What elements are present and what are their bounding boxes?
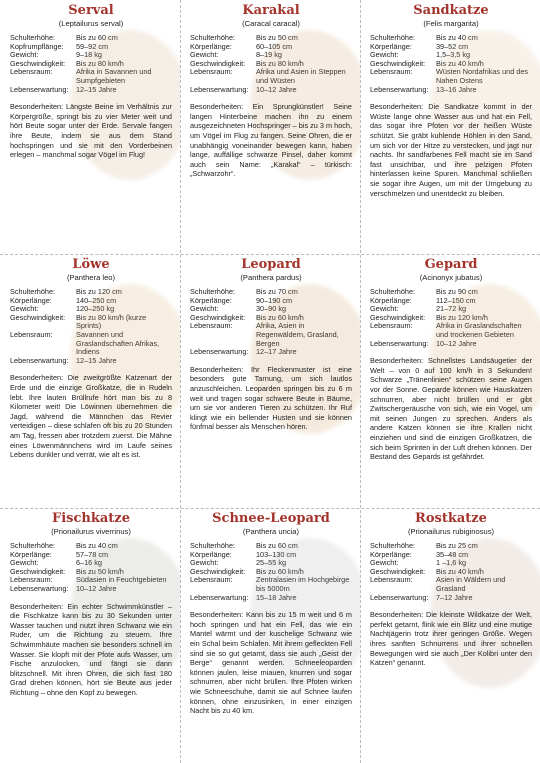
- description: Besonderheiten: Ihr Fleckenmuster ist eine besonders gute Tarnung, um sich lautlos anzuschleichen. Leoparden springen bis zu 6 m weit und tragen sogar schwere Beute in Bäume, um sie vor anderen Tieren zu schützen. Ihr Ruf klingt wie ein bellender Husten und sie können fünfmal besser als Menschen hören.: [190, 364, 352, 432]
- fact-value: 30–90 kg: [256, 304, 287, 314]
- facts-table: [370, 288, 532, 348]
- facts-table: [190, 288, 352, 357]
- fact-label: Gewicht:: [370, 304, 399, 314]
- fact-value: Bis zu 120 cm: [76, 287, 122, 296]
- fact-row: [190, 594, 352, 603]
- fact-value: 9–18 kg: [76, 50, 102, 60]
- animal-card: [0, 254, 180, 508]
- fact-row: [10, 585, 172, 594]
- fact-row: [10, 357, 172, 366]
- fact-value: Bis zu 80 km/h: [76, 58, 124, 68]
- cut-line-horizontal-2: [0, 508, 540, 509]
- facts-table: [10, 288, 172, 365]
- facts-table: [190, 542, 352, 602]
- fact-label: Lebenserwartung:: [10, 84, 69, 94]
- description: Besonderheiten: Die kleinste Wildkatze der Welt, perfekt getarnt, flink wie ein Blitz und eine mutige Nachtjägerin trotz ihrer geringen Größe. Wegen ihres sanften Schnurrens und ihrer schnellen Bewegungen wird sie auch „Der Kolibri unter den Katzen“ genannt.: [370, 610, 532, 668]
- fact-label: Lebensraum:: [370, 67, 413, 77]
- fact-label: Lebenserwartung:: [190, 347, 249, 357]
- fact-row: [370, 86, 532, 95]
- fact-label: Geschwindigkeit:: [370, 312, 426, 322]
- fact-label: Geschwindigkeit:: [10, 566, 66, 576]
- fact-value: Bis zu 60 km/h: [256, 312, 304, 322]
- fact-value: 35–48 cm: [436, 549, 469, 559]
- fact-label: Gewicht:: [10, 50, 39, 60]
- fact-value: 60–105 cm: [256, 41, 293, 51]
- fact-label: Geschwindigkeit:: [190, 566, 246, 576]
- fact-label: Schulterhöhe:: [10, 287, 56, 296]
- fact-value: 10–12 Jahre: [256, 84, 297, 94]
- fact-label: Schulterhöhe:: [370, 541, 416, 550]
- fact-value: 21–72 kg: [436, 304, 467, 314]
- fact-label: Lebensraum:: [370, 321, 413, 331]
- fact-value: Asien in Wäldern und Grasland: [436, 575, 506, 593]
- fact-value: Bis zu 120 km/h: [436, 312, 488, 322]
- fact-label: Lebenserwartung:: [370, 338, 429, 348]
- fact-value: 1 –1,6 kg: [436, 558, 467, 568]
- facts-table: [370, 542, 532, 602]
- fact-label: Schulterhöhe:: [10, 33, 56, 42]
- fact-value: Zentralasien im Hochgebirge bis 5000m: [256, 575, 350, 593]
- animal-card: [360, 508, 540, 763]
- fact-row: [190, 576, 352, 593]
- fact-row: [370, 340, 532, 349]
- animal-name: Karakal: [242, 3, 300, 18]
- fact-row: [190, 348, 352, 357]
- fact-value: Afrika und Asien in Steppen und Wüsten: [256, 67, 346, 85]
- fact-value: 10–12 Jahre: [76, 583, 117, 593]
- fact-value: Afrika, Asien in Regenwäldern, Grasland, Bergen: [256, 321, 339, 348]
- fact-label: Lebensraum:: [370, 575, 413, 585]
- animal-card: [180, 254, 360, 508]
- fact-label: Schulterhöhe:: [370, 33, 416, 42]
- latin-name: (Panthera uncia): [242, 527, 300, 536]
- fact-value: Bis zu 50 cm: [256, 33, 298, 42]
- fact-value: 6–16 kg: [76, 558, 102, 568]
- animal-name: Rostkatze: [415, 511, 487, 526]
- fact-label: Geschwindigkeit:: [190, 58, 246, 68]
- animal-card: [180, 508, 360, 763]
- fact-label: Lebensraum:: [190, 321, 233, 331]
- cut-line-vertical-2: [360, 0, 361, 763]
- fact-label: Lebensraum:: [10, 329, 53, 339]
- latin-name: (Panthera leo): [66, 273, 116, 282]
- fact-label: Lebenserwartung:: [10, 583, 69, 593]
- fact-value: Bis zu 80 km/h (kurze Sprints): [76, 312, 147, 331]
- description: Besonderheiten: Kann bis zu 15 m weit und 6 m hoch springen und hat ein Fell, das wie ein Mantel wärmt und der kuschelige Schwanz wie ein Schal beim Schlafen. Mit ihrem gefleckten Fell sind sie so gut getarnt, dass sie auch „Geist der Berge“ genannt werden. Schneeleoparden können jaulen, leise miauen, knurren und sogar schnurren, aber nicht brüllen. Ihre Pfoten wirken wie Schneeschuhe, damit sie auf Schnee laufen können, ohne einzusinken, in einer einzigen Nacht bis zu 40 km.: [190, 610, 352, 716]
- fact-label: Lebensraum:: [10, 575, 53, 585]
- fact-label: Geschwindigkeit:: [190, 312, 246, 322]
- fact-label: Gewicht:: [190, 50, 219, 60]
- fact-row: [10, 68, 172, 85]
- latin-name: (Caracal caracal): [242, 19, 300, 28]
- facts-table: [370, 34, 532, 94]
- fact-label: Gewicht:: [370, 558, 399, 568]
- fact-row: [10, 331, 172, 357]
- fact-label: Körperlänge:: [10, 295, 52, 305]
- animal-name: Schnee-Leopard: [212, 511, 330, 526]
- fact-label: Lebenserwartung:: [10, 355, 69, 365]
- animal-name: Fischkatze: [52, 511, 130, 526]
- fact-label: Schulterhöhe:: [190, 287, 236, 296]
- fact-row: [370, 576, 532, 593]
- fact-value: Südasien in Feuchtgebieten: [76, 575, 167, 585]
- fact-label: Geschwindigkeit:: [10, 58, 66, 68]
- fact-label: Lebenserwartung:: [190, 84, 249, 94]
- fact-value: 13–16 Jahre: [436, 84, 477, 94]
- description: Besonderheiten: Ein Sprungkünstler! Seine langen Hinterbeine machen ihn zu einem ausgezeichneten Hochspringer – bis zu 3 m hoch, um Vögel im Flug zu fangen. Seine Ohren, die er unabhängig voneinander bewegen kann, haben lange, auffällige schwarze Pinsel, daher kommt auch sein Name: „Karakal“ – türkisch: „Schwarzohr“.: [190, 102, 352, 179]
- animal-card: [0, 0, 180, 254]
- fact-label: Körperlänge:: [370, 41, 412, 51]
- fact-value: Bis zu 60 cm: [76, 33, 118, 42]
- fact-label: Kopfrumpflänge:: [10, 41, 64, 51]
- fact-label: Körperlänge:: [190, 295, 232, 305]
- animal-name: Löwe: [72, 257, 110, 272]
- fact-label: Lebensraum:: [190, 67, 233, 77]
- animal-name: Serval: [68, 3, 114, 18]
- fact-row: [10, 86, 172, 95]
- fact-label: Schulterhöhe:: [10, 541, 56, 550]
- cut-line-horizontal-1: [0, 254, 540, 255]
- fact-value: 103–130 cm: [256, 549, 297, 559]
- fact-label: Geschwindigkeit:: [370, 566, 426, 576]
- fact-value: 15–18 Jahre: [256, 592, 297, 602]
- fact-row: [370, 68, 532, 85]
- fact-value: Bis zu 60 cm: [256, 541, 298, 550]
- fact-value: 112–150 cm: [436, 295, 476, 305]
- fact-row: [190, 68, 352, 85]
- fact-label: Gewicht:: [10, 304, 39, 314]
- fact-value: 7–12 Jahre: [436, 592, 473, 602]
- fact-value: 12–17 Jahre: [256, 347, 297, 357]
- latin-name: (Panthera pardus): [240, 273, 302, 282]
- fact-label: Schulterhöhe:: [370, 287, 416, 296]
- fact-label: Körperlänge:: [370, 549, 412, 559]
- fact-row: [190, 86, 352, 95]
- fact-row: [190, 322, 352, 348]
- fact-value: 90–190 cm: [256, 295, 293, 305]
- fact-label: Körperlänge:: [10, 549, 52, 559]
- fact-row: [370, 322, 532, 339]
- fact-label: Lebenserwartung:: [190, 592, 249, 602]
- fact-label: Geschwindigkeit:: [10, 312, 66, 322]
- fact-value: Bis zu 90 cm: [436, 287, 478, 296]
- fact-label: Gewicht:: [10, 558, 39, 568]
- animal-card: [180, 0, 360, 254]
- fact-value: Bis zu 60 km/h: [256, 566, 304, 576]
- fact-label: Gewicht:: [370, 50, 399, 60]
- latin-name: (Felis margarita): [423, 19, 479, 28]
- description: Besonderheiten: Die Sandkatze kommt in der Wüste lange ohne Wasser aus und hat ein Fell, das sogar ihre Pfoten vor der heißen Wüste schützt. Sie gräbt kuhlende Höhlen in den Sand, um sich vor der Hitze zu verstecken, und jagt nur nachts. Ihr sandfarbenes Fell macht sie im Sand fast unsichtbar, und ihre pelzigen Pfoten hinterlassen keine Spuren. Manchmal schließen sie sogar ihre Augen, um mit der Umgebung zu verschmelzen und unentdeckt zu bleiben.: [370, 102, 532, 198]
- fact-value: 57–78 cm: [76, 549, 109, 559]
- fact-value: Afrika in Savannen und Sumpfgebieten: [76, 67, 152, 85]
- facts-table: [190, 34, 352, 94]
- fact-label: Lebensraum:: [190, 575, 233, 585]
- fact-value: Savannen und Graslandschaften Afrikas, Indiens: [76, 329, 160, 357]
- description: Besonderheiten: Schnellstes Landsäugetier der Welt – von 0 auf 100 km/h in 3 Sekunden! Schwarze „Tränenlinien“ schützen seine Augen vor der Sonne. Geparde können wie Hauskatzen schnurren, aber nicht brüllen und er gibt Zwitschergeräusche von sich, wie ein Vogel, um mit seinen Jungen zu sprechen. Anders als andere Katzen können sie ihre Krallen nicht einziehen und sind die einzigen Großkatzen, die sich beim Sprinten in der Luft drehen können. Der Bestand des Gepards ist gefährdet.: [370, 356, 532, 462]
- fact-label: Schulterhöhe:: [190, 541, 236, 550]
- fact-label: Lebenserwartung:: [370, 592, 429, 602]
- facts-table: [10, 34, 172, 94]
- fact-value: 120–250 kg: [76, 304, 115, 314]
- fact-value: 12–15 Jahre: [76, 355, 117, 365]
- latin-name: (Leptailurus serval): [58, 19, 124, 28]
- fact-value: 1,5–3,5 kg: [436, 50, 471, 60]
- fact-row: [10, 314, 172, 331]
- description: Besonderheiten: Ein echter Schwimmkünstler – die Fischkatze kann bis zu 30 Sekunden unter Wasser tauchen und nutzt ihren Schwanz wie ein Ruder, um die Richtung zu steuern. Ihre Schwimmhäute machen sie besonders schnell im Wasser. Sie klopft mit der Pfote aufs Wasser, um Fische anzulocken, und fängt sie dann blitzschnell. Mit ihren Ohren, die sich fast 180 Grad drehen können, hört sie Beute aus jeder Richtung – ohne den Kopf zu bewegen.: [10, 601, 172, 697]
- animal-name: Gepard: [424, 257, 478, 272]
- fact-value: 140–250 cm: [76, 295, 117, 305]
- fact-label: Schulterhöhe:: [190, 33, 236, 42]
- latin-name: (Acinonyx jubatus): [419, 273, 483, 282]
- fact-value: Bis zu 40 km/h: [436, 566, 484, 576]
- fact-value: Bis zu 40 cm: [76, 541, 118, 550]
- cut-line-vertical-1: [180, 0, 181, 763]
- fact-label: Körperlänge:: [190, 549, 232, 559]
- fact-value: Bis zu 25 cm: [436, 541, 478, 550]
- fact-label: Gewicht:: [190, 304, 219, 314]
- fact-value: Bis zu 40 cm: [436, 33, 478, 42]
- fact-value: Bis zu 40 km/h: [436, 58, 484, 68]
- latin-name: (Prionailurus rubiginosus): [407, 527, 495, 536]
- latin-name: (Prionailurus viverrinus): [51, 527, 131, 536]
- facts-table: [10, 542, 172, 594]
- animal-name: Leopard: [241, 257, 301, 272]
- fact-value: 12–15 Jahre: [76, 84, 117, 94]
- fact-row: [370, 594, 532, 603]
- description: Besonderheiten: Die zweitgrößte Katzenart der Erde und die einzige Großkatze, die in Rudeln lebt. Ihre lauten Brüllrufe hört man bis zu 8 Kilometer weit! Die Löwinnen übernehmen die Jagd, während die Männchen das Revier verteidigen – diese schlafen oft bis zu 20 Stunden am Tag, fressen aber trotzdem zuerst. Die Mähne eines Löwenmännchens wird im Laufe seines Lebens dunkler und verrät, wie alt es ist.: [10, 373, 172, 460]
- fact-value: 8–19 kg: [256, 50, 282, 60]
- animal-card: [360, 0, 540, 254]
- animal-name: Sandkatze: [413, 3, 489, 18]
- animal-card: [360, 254, 540, 508]
- fact-label: Körperlänge:: [190, 41, 232, 51]
- fact-value: Wüsten Nordafrikas und des Nahen Ostens: [436, 67, 529, 85]
- fact-value: 39–52 cm: [436, 41, 469, 51]
- fact-value: Afrika in Graslandschaften und trockenen Gebieten: [436, 321, 522, 339]
- fact-value: Bis zu 70 cm: [256, 287, 298, 296]
- fact-value: 59–92 cm: [76, 41, 109, 51]
- fact-label: Lebensraum:: [10, 67, 53, 77]
- fact-value: 25–55 kg: [256, 558, 287, 568]
- description: Besonderheiten: Längste Beine im Verhältnis zur Körpergröße, springt bis zu vier Meter weit und hört Beute sogar unter der Erde. Servale fangen ihre Beute, indem sie aus dem Stand hochspringen und sie mit den Vorderbeinen erlegen – manchmal sogar Vögel im Flug!: [10, 102, 172, 160]
- fact-value: Bis zu 50 km/h: [76, 566, 124, 576]
- fact-label: Geschwindigkeit:: [370, 58, 426, 68]
- fact-label: Gewicht:: [190, 558, 219, 568]
- fact-label: Lebenserwartung:: [370, 84, 429, 94]
- fact-value: Bis zu 80 km/h: [256, 58, 304, 68]
- animal-card: [0, 508, 180, 763]
- fact-label: Körperlänge:: [370, 295, 412, 305]
- fact-value: 10–12 Jahre: [436, 338, 477, 348]
